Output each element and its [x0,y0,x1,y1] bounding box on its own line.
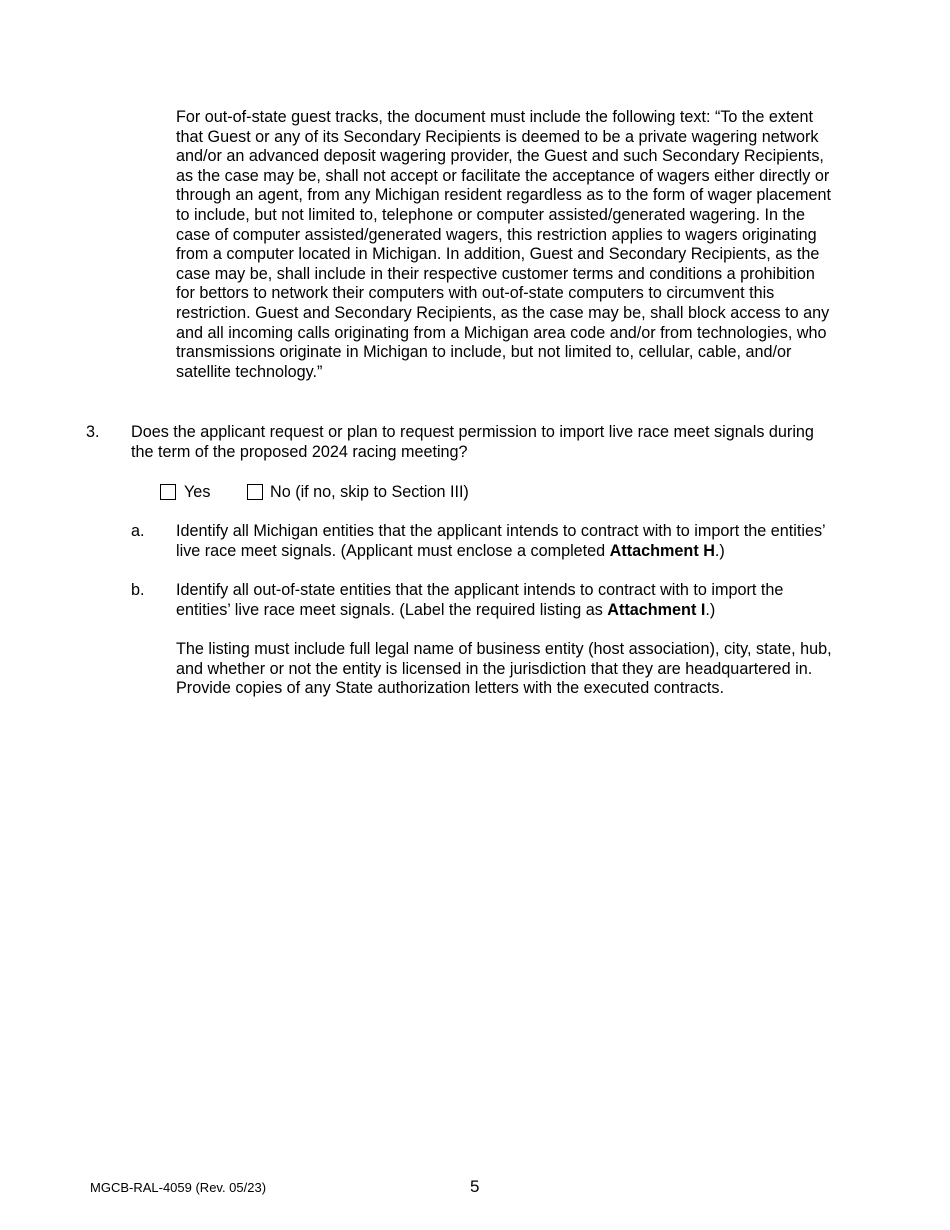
no-checkbox[interactable] [247,484,263,500]
no-label: No (if no, skip to Section III) [270,483,469,501]
item-b-note: The listing must include full legal name of business entity (host association), city, state, hub, and whether or not the entity is licensed in the jurisdiction that they are headquartered in. Provide copies of any State authorization letters with the executed contracts. [176,640,832,698]
attachment-i-label: Attachment I [607,600,706,619]
attachment-h-label: Attachment H [609,541,715,560]
item-b-text [176,581,836,620]
yes-label: Yes [184,483,211,501]
yes-checkbox[interactable] [160,484,176,500]
item-a-text [176,522,836,561]
item-a-letter: a. [131,522,145,540]
item-b-letter: b. [131,581,145,599]
item-a-text-after: .) [714,541,725,560]
item-b-text-before: Identify all out-of-state entities that the applicant intends to contract with to import the entities’ live race meet signals. (Label the required listing as [176,581,784,619]
form-identifier: MGCB-RAL-4059 (Rev. 05/23) [90,1180,267,1195]
item-a-text-before: Identify all Michigan entities that the applicant intends to contract with to import the entities’ live race meet signals. (Applicant must enclose a completed [176,522,826,560]
page-number: 5 [470,1177,480,1196]
question-number: 3. [86,423,100,441]
required-text-paragraph: For out-of-state guest tracks, the document must include the following text: “To the extent that Guest or any of its Secondary Recipients is deemed to be a private wagering network and/or an advanced deposit wagering provider, the Guest and such Secondary Recipients, as the case may be, shall not accept or facilitate the acceptance of wagers either directly or through an agent, from any Michigan resident regardless as to the form of wager placement to include, but not limited to, telephone or computer assisted/generated wagering. In the case of computer assisted/generated wagers, this restriction applies to wagers originating from a computer located in Michigan. In addition, Guest and Secondary Recipients, as the case may be, shall include in their respective customer terms and conditions a prohibition for bettors to network their computers with out-of-state computers to circumvent this restriction. Guest and Secondary Recipients, as the case may be, shall block access to any and all incoming calls originating from a Michigan area code and/or from technologies, who transmissions originate in Michigan to include, but not limited to, cellular, cable, and/or satellite technology.” [176,108,832,381]
question-text: Does the applicant request or plan to request permission to import live race meet signals during the term of the proposed 2024 racing meeting? [131,423,814,461]
item-b-text-after: .) [705,600,716,619]
